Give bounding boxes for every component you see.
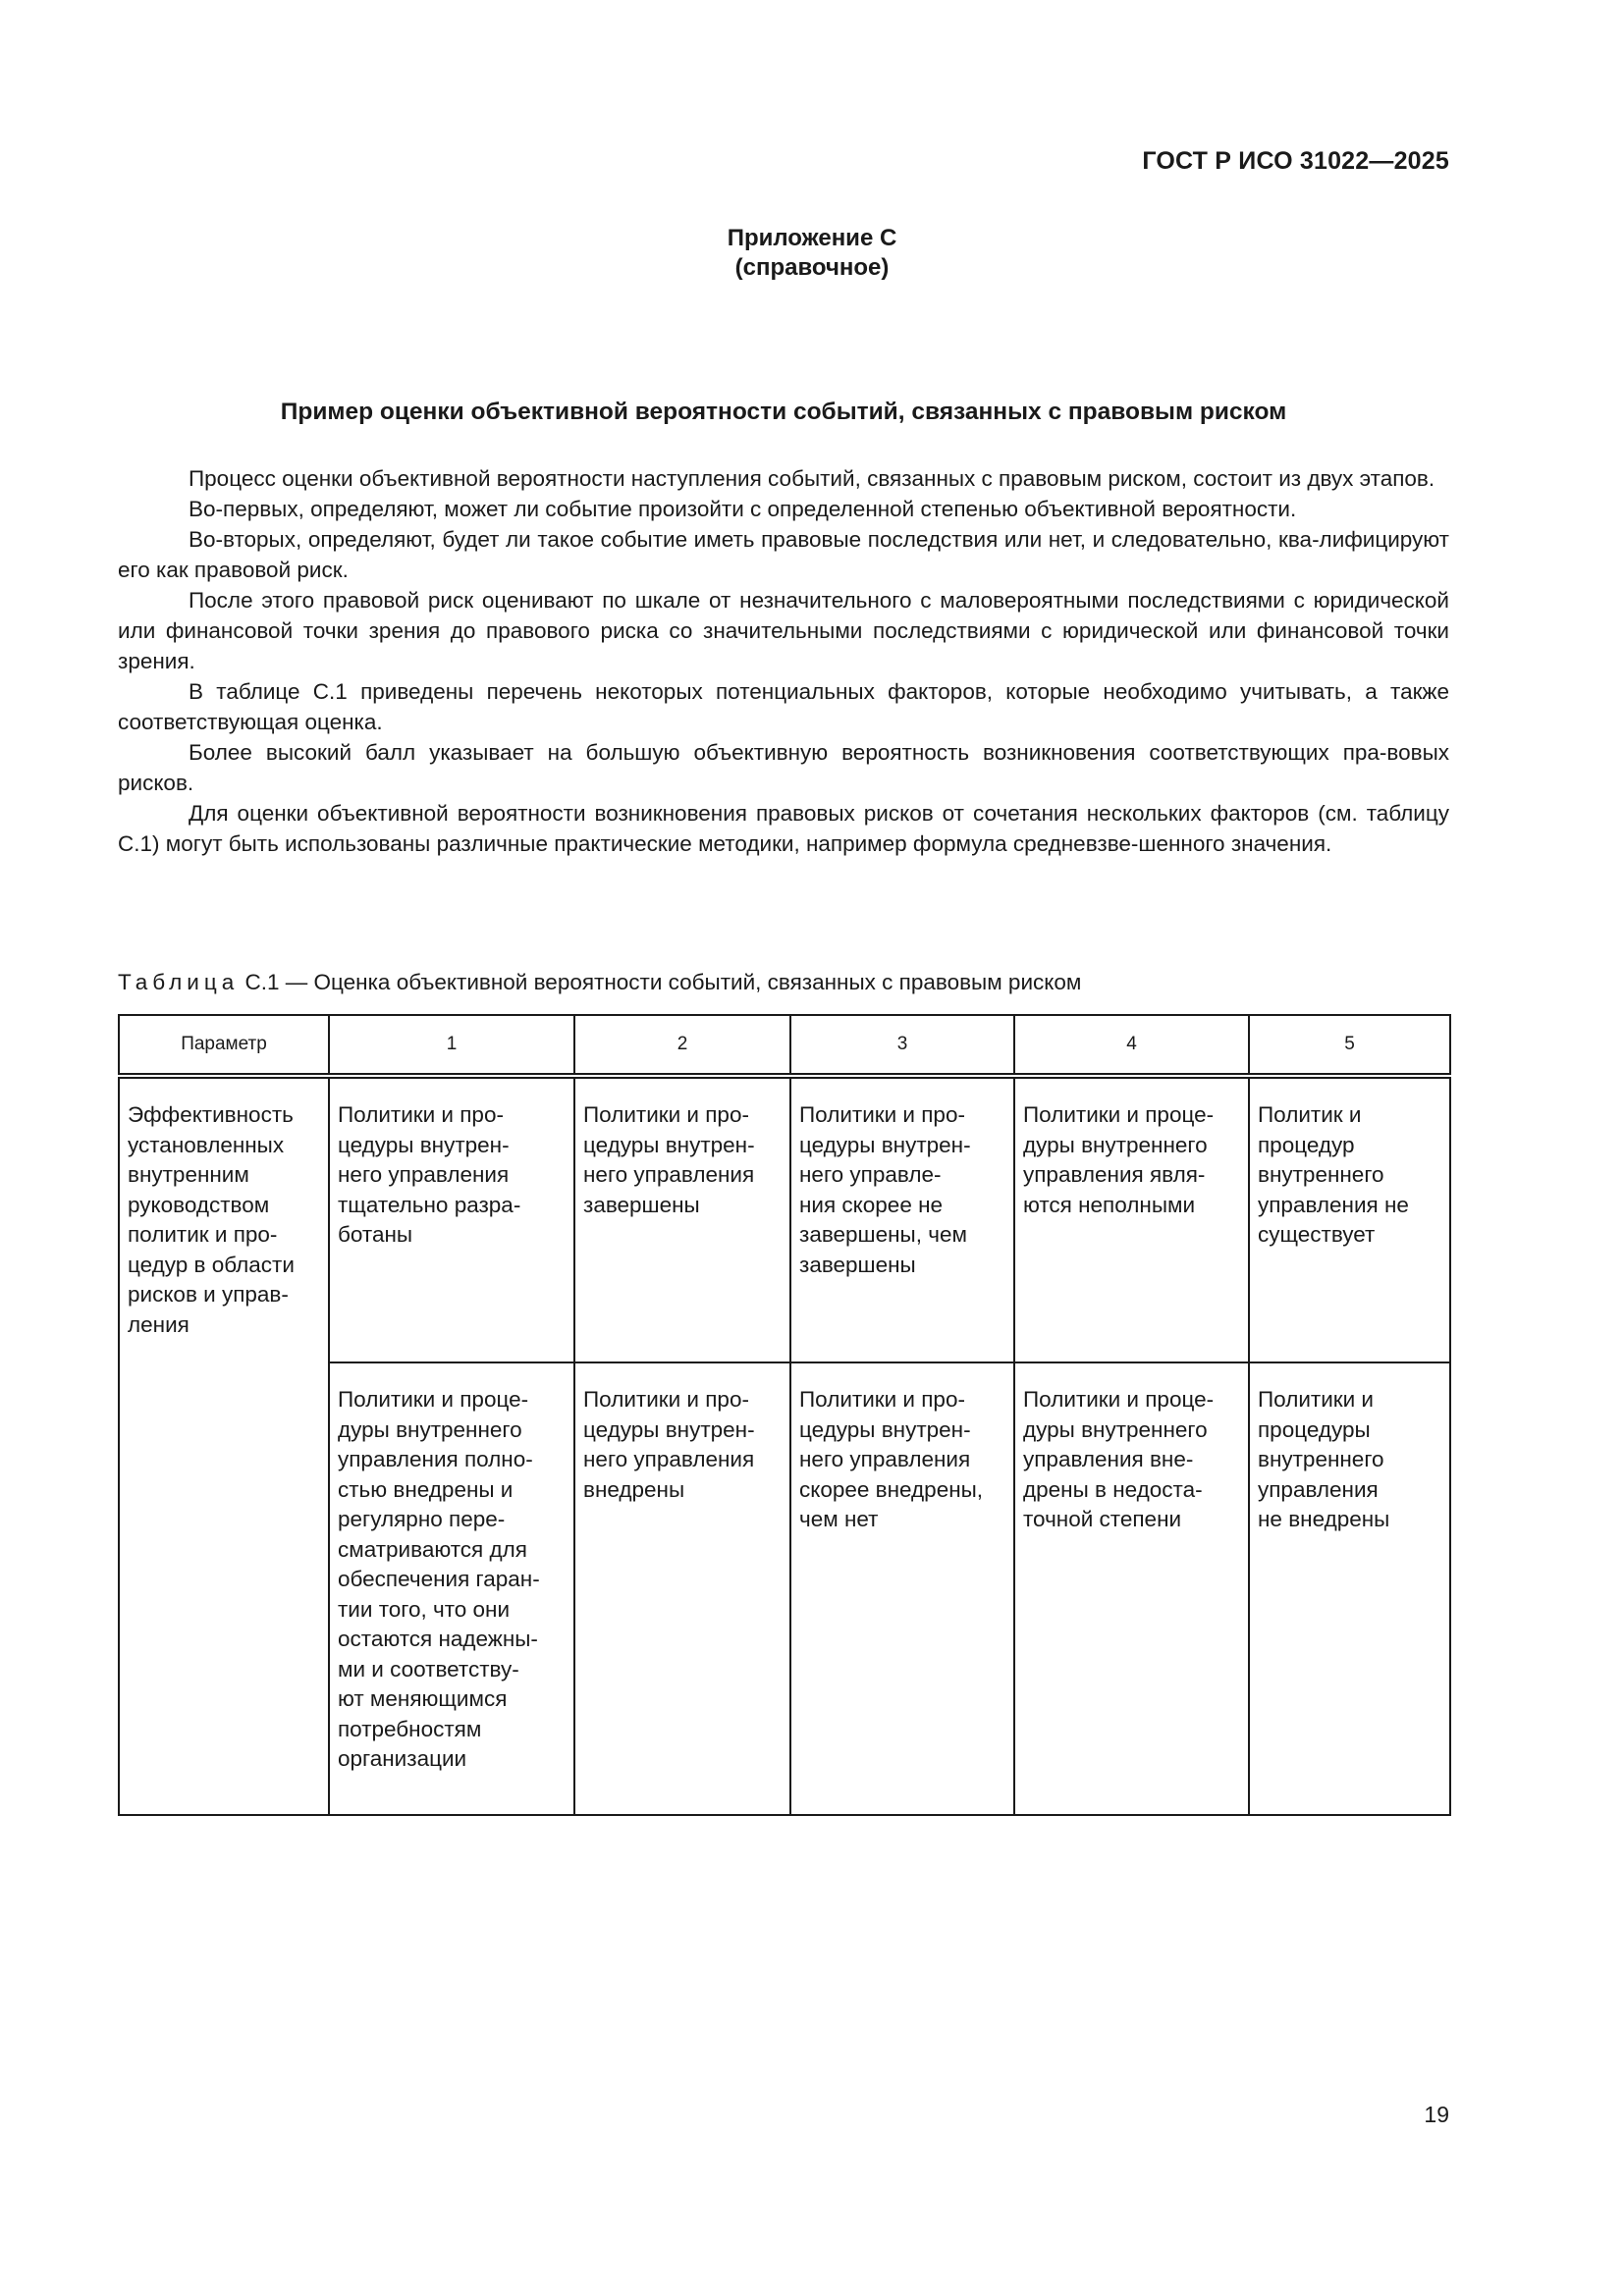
table-row: [119, 1076, 1450, 1362]
cell-text: Политики и про- цедуры внутрен- него управления завершены: [583, 1102, 755, 1217]
table-cell: [790, 1362, 1014, 1815]
paragraph: После этого правовой риск оценивают по шкале от незначительного с маловероятными последствиями с юридической или финансовой точки зрения до правового риска со значительными последствиями с юридической или финансовой точки зрения.: [118, 588, 1449, 673]
annex-title: Приложение С: [727, 225, 897, 251]
section-heading: Пример оценки объективной вероятности событий, связанных с правовым риском: [280, 399, 1287, 425]
cell-text: Политики и про- цедуры внутрен- него управления тщательно разра- ботаны: [338, 1102, 521, 1247]
paragraph: В таблице С.1 приведены перечень некоторых потенциальных факторов, которые необходимо учитывать, а также соответствующая оценка.: [118, 679, 1449, 734]
table-header-row: [119, 1015, 1450, 1076]
page-number: 19: [1424, 2102, 1449, 2127]
paragraph: Процесс оценки объективной вероятности наступления событий, связанных с правовым риском, состоит из двух этапов.: [189, 466, 1435, 491]
table-cell: [1014, 1076, 1249, 1362]
table-cell: [574, 1362, 790, 1815]
header-cell-score-5: 5: [1249, 1015, 1450, 1076]
cell-text: Политик и процедур внутреннего управления не существует: [1258, 1102, 1409, 1247]
table-cell: [1249, 1362, 1450, 1815]
body-text: [118, 463, 1449, 859]
header-cell-score-4: 4: [1014, 1015, 1249, 1076]
header-cell-score-3: 3: [790, 1015, 1014, 1076]
annex-title-block: [0, 224, 1624, 283]
table-cell: [790, 1076, 1014, 1362]
paragraph: Для оценки объективной вероятности возникновения правовых рисков от сочетания нескольких факторов (см. таблицу С.1) могут быть использованы различные практические методики, например формула средневзве-шенного значения.: [118, 801, 1449, 856]
document-code: ГОСТ Р ИСО 31022—2025: [1142, 147, 1449, 175]
annex-type: (справочное): [734, 254, 890, 281]
table-cell: [574, 1076, 790, 1362]
header-cell-score-1: 1: [329, 1015, 574, 1076]
table-caption-label: Таблица: [118, 970, 240, 994]
parameter-cell: [119, 1076, 329, 1815]
table-caption-text: С.1 — Оценка объективной вероятности событий, связанных с правовым риском: [244, 970, 1082, 994]
header-cell-score-2: 2: [574, 1015, 790, 1076]
table-cell: [329, 1362, 574, 1815]
paragraph: Во-первых, определяют, может ли событие произойти с определенной степенью объективной вероятности.: [189, 497, 1297, 521]
parameter-text: Эффективность установленных внутренним руководством политик и про- цедур в области рисков и управ- ления: [128, 1102, 295, 1337]
paragraph: Во-вторых, определяют, будет ли такое событие иметь правовые последствия или нет, и следовательно, ква-лифицируют его как правовой риск.: [118, 527, 1449, 582]
table-cell: [1249, 1076, 1450, 1362]
table-cell: [1014, 1362, 1249, 1815]
cell-text: Политики и про- цедуры внутрен- него управления внедрены: [583, 1387, 755, 1502]
header-cell-parameter: Параметр: [119, 1015, 329, 1076]
evaluation-table: [118, 1014, 1451, 1816]
table-caption: [118, 970, 1453, 995]
cell-text: Политики и проце- дуры внутреннего управления полно- стью внедрены и регулярно пере- сматриваются для обеспечения гаран- тии того, что они остаются надежны- ми и соответству- ют меняющимся потребностям организации: [338, 1387, 540, 1771]
cell-text: Политики и процедуры внутреннего управления не внедрены: [1258, 1387, 1390, 1531]
cell-text: Политики и про- цедуры внутрен- него управления скорее внедрены, чем нет: [799, 1387, 984, 1531]
paragraph: Более высокий балл указывает на большую объективную вероятность возникновения соответствующих пра-вовых рисков.: [118, 740, 1449, 795]
cell-text: Политики и про- цедуры внутрен- него управле- ния скорее не завершены, чем завершены: [799, 1102, 971, 1277]
cell-text: Политики и проце- дуры внутреннего управления явля- ются неполными: [1023, 1102, 1215, 1217]
table-cell: [329, 1076, 574, 1362]
cell-text: Политики и проце- дуры внутреннего управления вне- дрены в недоста- точной степени: [1023, 1387, 1215, 1531]
